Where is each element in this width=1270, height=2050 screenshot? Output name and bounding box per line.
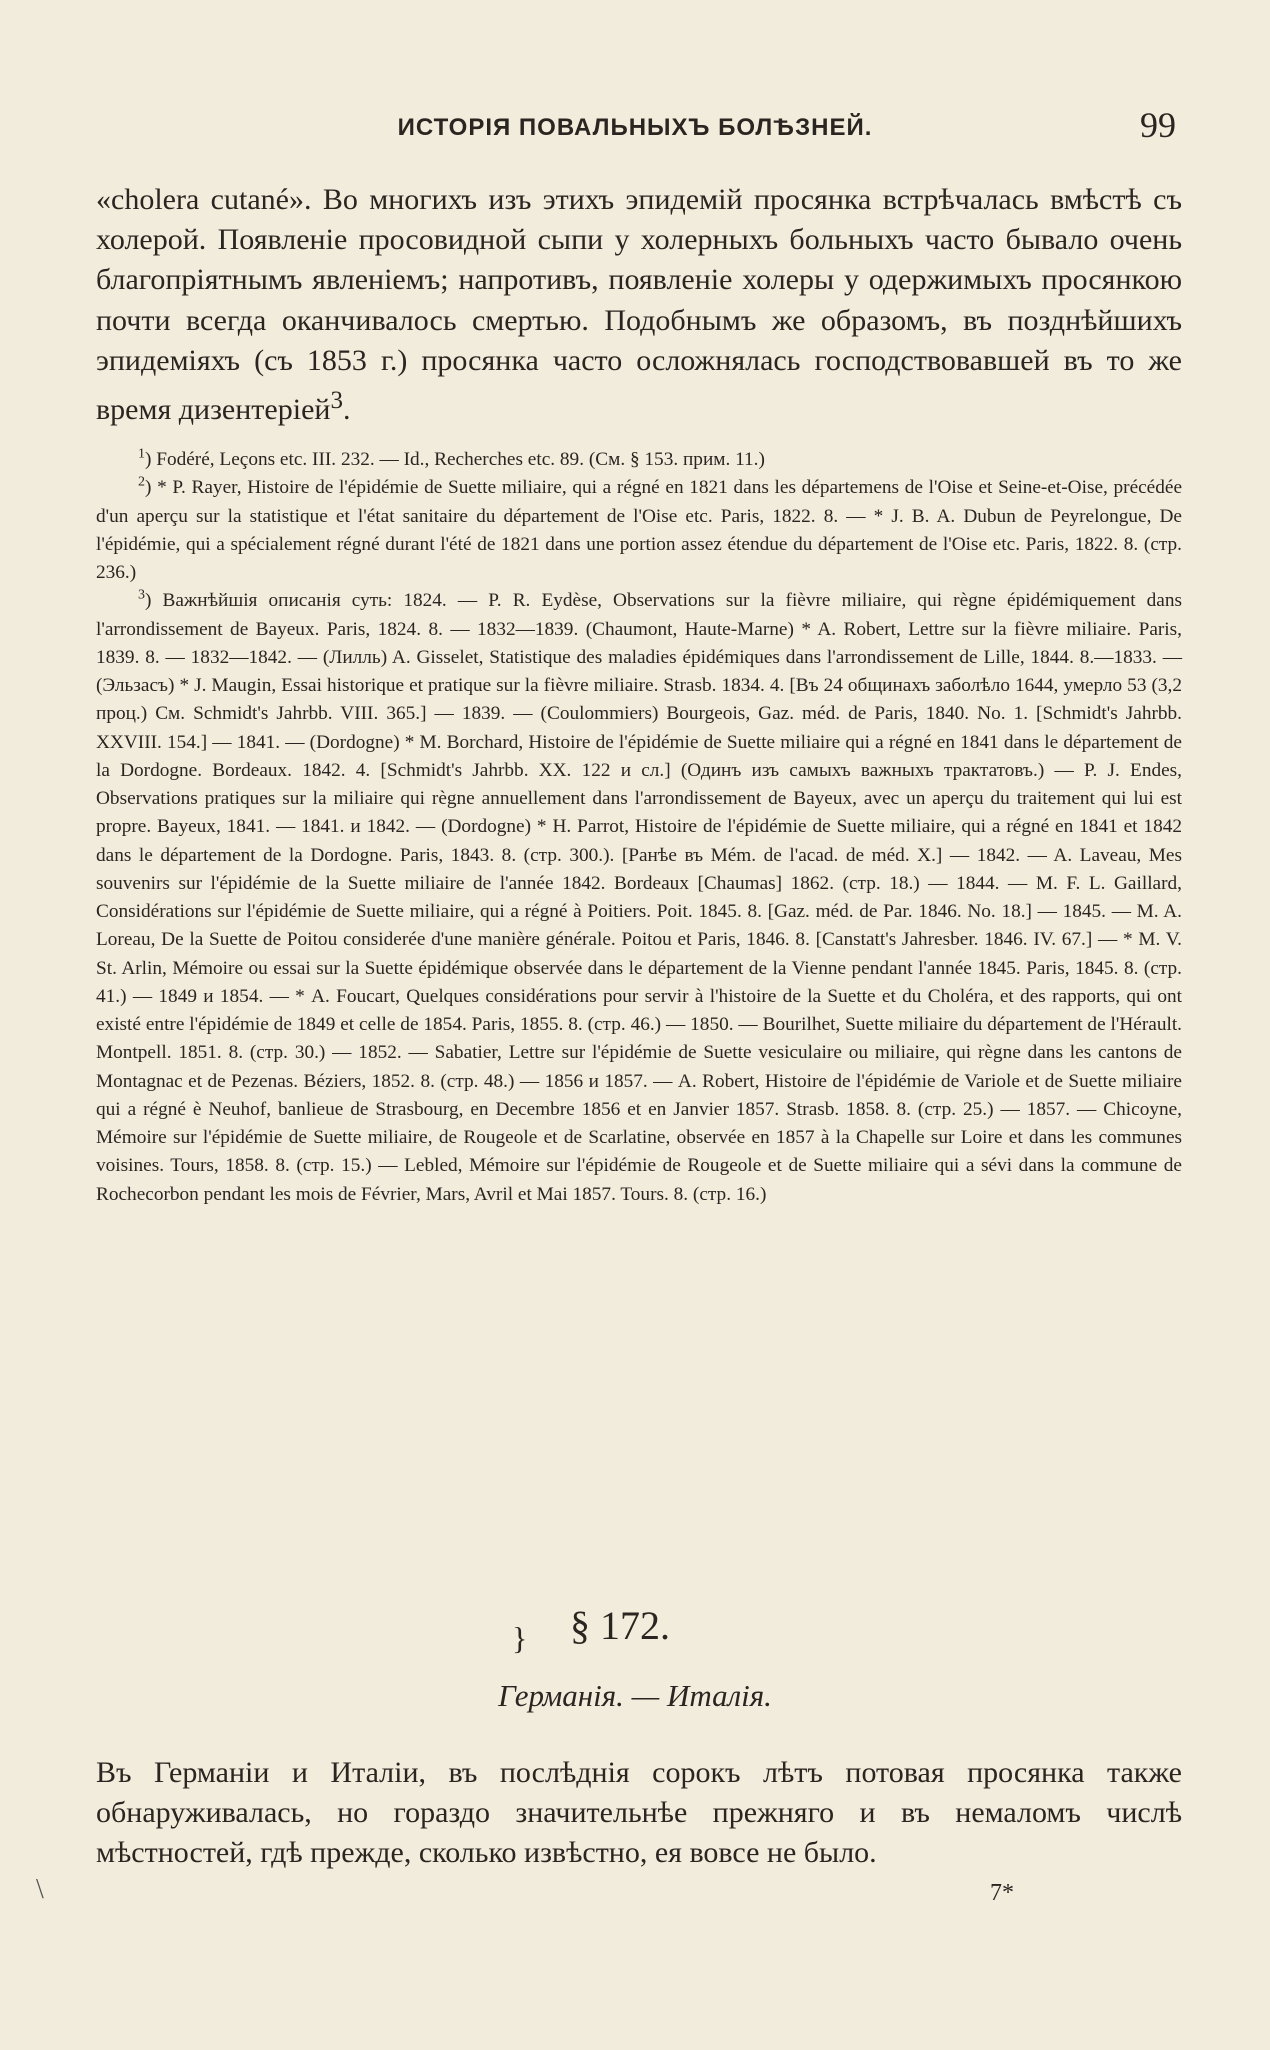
footnote-mark: 3 (138, 587, 145, 603)
section-title: Германія. — Италія. (498, 1678, 772, 1713)
footnote-text: ) * P. Rayer, Histoire de l'épidémie de Suette miliaire, qui a régné en 1821 dans les départemens de l'Oise et Seine-et-Oise, précédée d'un aperçu sur la statistique et l'état sanitaire du département de l'Oise etc. Paris, 1822. 8. — * J. B. A. Dubun de Peyrelongue, De l'épidémie, qui a spécialement régné durant l'été de 1821 dans une portion assez étendue du département de l'Oise etc. Paris, 1822. 8. (стр. 236.) (96, 477, 1182, 583)
footnote-mark: 1 (138, 446, 145, 462)
running-title: ИСТОРІЯ ПОВАЛЬНЫХЪ БОЛѢЗНЕЙ. (397, 114, 873, 141)
section-number: § 172. (570, 1603, 670, 1648)
body-paragraph-text: «cholera cutané». Во многихъ изъ этихъ эпидемій просянка встрѣчалась вмѣстѣ съ холерой. Появленіе просовидной сыпи у холерныхъ больныхъ часто бывало очень благопріятнымъ явленіемъ; напротивъ, появленіе холеры у одержимыхъ просянкою почти всегда оканчивалось смертью. Подобнымъ же образомъ, въ позднѣйшихъ эпидеміяхъ (съ 1853 г.) просянка часто осложнялась господствовавшей въ то же время дизентеріей (96, 183, 1182, 427)
signature-mark: 7* (990, 1880, 1014, 1906)
footnote-mark: 2 (138, 474, 145, 490)
footnote-2 (96, 474, 1182, 587)
footnote-reference: 3 (330, 387, 343, 415)
page-number: 99 (1140, 105, 1176, 145)
margin-mark: \ (36, 1874, 44, 1905)
footnote-text: ) Важнѣйшія описанія суть: 1824. — P. R. Eydèse, Observations sur la fièvre miliaire, qui règne épidémiquement dans l'arrondissement de Bayeux. Paris, 1824. 8. — 1832—1839. (Chaumont, Haute-Marne) * A. Robert, Lettre sur la fièvre miliaire. Paris, 1839. 8. — 1832—1842. — (Лилль) A. Gisselet, Statistique des maladies épidémiques dans l'arrondissement de Lille, 1844. 8.—1833. — (Эльзасъ) * J. Maugin, Essai historique et pratique sur la fièvre miliaire. Strasb. 1834. 4. [Въ 24 общинахъ заболѣло 1644, умерло 53 (3,2 проц.) См. Schmidt's Jahrbb. VIII. 365.] — 1839. — (Coulommiers) Bourgeois, Gaz. méd. de Paris, 1840. No. 1. [Schmidt's Jahrbb. XXVIII. 154.] — 1841. — (Dordogne) * M. Borchard, Histoire de l'épidémie de Suette miliaire qui a régné en 1841 dans le département de la Dordogne. Bordeaux. 1842. 4. [Schmidt's Jahrbb. XX. 122 и сл.] (Одинъ изъ самыхъ важныхъ трактатовъ.) — P. J. Endes, Observations pratiques sur la miliaire qui règne annuellement dans l'arrondissement de Bayeux, avec un aperçu du traitement qui lui est propre. Bayeux, 1841. — 1841. и 1842. — (Dordogne) * H. Parrot, Histoire de l'épidémie de Suette miliaire, qui a régné en 1841 et 1842 dans le département de la Dordogne. Paris, 1843. 8. (стр. 300.). [Ранѣе въ Mém. de l'acad. de méd. X.] — 1842. — A. Laveau, Mes souvenirs sur l'épidémie de la Suette miliaire de l'année 1842. Bordeaux [Chaumas] 1862. (стр. 18.) — 1844. — M. F. L. Gaillard, Considérations sur l'épidémie de Suette miliaire, qui a régné à Poitiers. Poit. 1845. 8. [Gaz. méd. de Par. 1846. No. 18.] — 1845. — M. A. Loreau, De la Suette de Poitou considerée d'une manière générale. Poitou et Paris, 1846. 8. [Canstatt's Jahresber. 1846. IV. 67.] — * M. V. St. Arlin, Mémoire ou essai sur la Suette épidémique observée dans le département de la Vienne pendant l'année 1845. Paris, 1845. 8. (стр. 41.) — 1849 и 1854. — * A. Foucart, Quelques considérations pour servir à l'histoire de la Suette et du Choléra, et des rapports, qui ont existé entre l'épidémie de 1849 et celle de 1854. Paris, 1855. 8. (стр. 46.) — 1850. — Bourilhet, Suette miliaire du département de l'Hérault. Montpell. 1851. 8. (стр. 30.) — 1852. — Sabatier, Lettre sur l'épidémie de Suette vesiculaire ou miliaire, qui règne dans les cantons de Montagnac et de Pezenas. Béziers, 1852. 8. (стр. 48.) — 1856 и 1857. — A. Robert, Histoire de l'épidémie de Variole et de Suette miliaire qui a régné è Neuhof, banlieue de Strasbourg, en Decembre 1856 et en Janvier 1857. Strasb. 1858. 8. (стр. 25.) — 1857. — Chicoyne, Mémoire sur l'épidémie de Suette miliaire, de Rougeole et de Scarlatine, observée en 1857 à la Chapelle sur Loire et dans les communes voisines. Tours, 1858. 8. (стр. 15.) — Lebled, Mémoire sur l'épidémie de Rougeole et de Suette miliaire qui a sévi dans la commune de Rochecorbon pendant les mois de Février, Mars, Avril et Mai 1857. Tours. 8. (стр. 16.) (96, 590, 1182, 1205)
section-ornament: } (512, 1620, 528, 1656)
body-paragraph (96, 180, 1182, 430)
section-paragraph: Въ Германіи и Италіи, въ послѣднія сорокъ лѣтъ потовая просянка также обнаруживалась, но гораздо значительнѣе прежняго и въ немаломъ числѣ мѣстностей, гдѣ прежде, сколько извѣстно, ея вовсе не было. (96, 1756, 1182, 1869)
footnote-1 (96, 446, 1182, 474)
footnotes (96, 446, 1182, 1209)
footnote-text: ) Fodéré, Leçons etc. III. 232. — Id., Recherches etc. 89. (См. § 153. прим. 11.) (145, 449, 765, 470)
running-head (0, 105, 1270, 150)
body-paragraph-end: . (342, 393, 351, 427)
footnote-3 (96, 587, 1182, 1209)
